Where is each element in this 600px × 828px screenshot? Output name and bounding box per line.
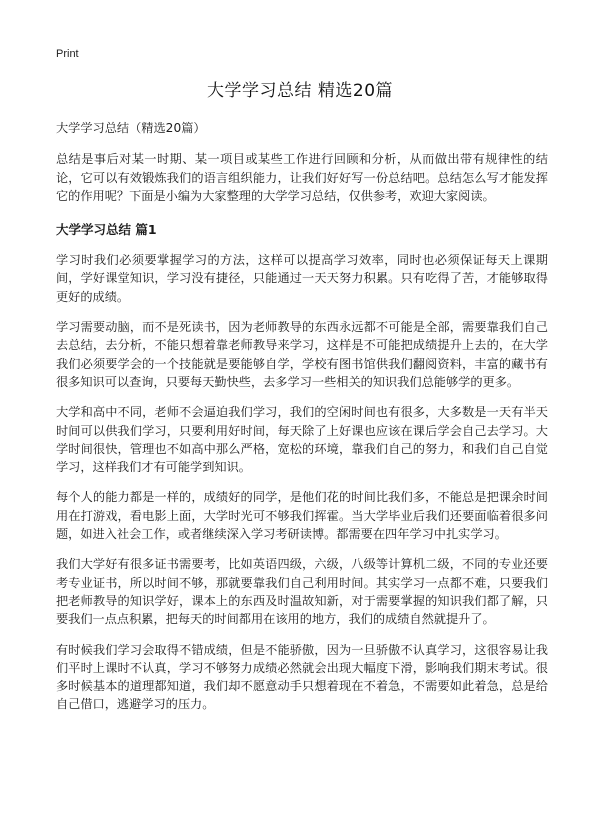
section-heading: 大学学习总结 篇1 bbox=[56, 222, 157, 238]
document-body bbox=[56, 119, 548, 726]
intro-paragraph: 总结是事后对某一时期、某一项目或某些工作进行回顾和分析，从而做出带有规律性的结论，它可以有效锻炼我们的语言组织能力，让我们好好写一份总结吧。总结怎么写才能发挥它的作用呢？下面是小编为大家整理的大学学习总结，仅供参考，欢迎大家阅读。 bbox=[56, 152, 548, 203]
body-paragraph: 大学和高中不同，老师不会逼迫我们学习，我们的空闲时间也有很多，大多数是一天有半天时间可以供我们学习，只要利用好时间，每天除了上好课也应该在课后学会自己去学习。大学时间很快，管理也不如高中那么严格，宽松的环境，靠我们自己的努力，和我们自己自觉学习，这样我们才有可能学到知识。 bbox=[56, 405, 548, 475]
document-subtitle: 大学学习总结（精选20篇） bbox=[56, 121, 206, 135]
page-title: 大学学习总结 精选20篇 bbox=[206, 81, 394, 101]
body-paragraph: 每个人的能力都是一样的，成绩好的同学，是他们花的时间比我们多，不能总是把课余时间用在打游戏，看电影上面，大学时光可不够我们挥霍。当大学毕业后我们还要面临着很多问题，如进入社会工作，或者继续深入学习考研读博。都需要在四年学习中扎实学习。 bbox=[56, 490, 548, 542]
body-paragraph: 有时候我们学习会取得不错成绩，但是不能骄傲，因为一旦骄傲不认真学习，这很容易让我们平时上课时不认真，学习不够努力成绩必然就会出现大幅度下滑，影响我们期末考试。很多时候基本的道理都知道，我们却不愿意动手只想着现在不着急，不需要如此着急，总是给自己借口，逃避学习的压力。 bbox=[56, 642, 548, 712]
body-paragraph: 学习需要动脑，而不是死读书，因为老师教导的东西永远都不可能是全部，需要靠我们自己去总结，去分析，不能只想着靠老师教导来学习，这样是不可能把成绩提升上去的，在大学我们必须要学会的一个技能就是要能够自学，学校有图书馆供我们翻阅资料，丰富的藏书有很多知识可以查询，只要每天勤快些，去多学习一些相关的知识我们总能够学的更多。 bbox=[56, 320, 548, 389]
body-paragraph: 学习时我们必须要掌握学习的方法，这样可以提高学习效率，同时也必须保证每天上课期间，学好课堂知识，学习没有捷径，只能通过一天天努力积累。只有吃得了苦，才能够取得更好的成绩。 bbox=[56, 253, 548, 304]
print-link[interactable]: Print bbox=[56, 48, 79, 60]
body-paragraph: 我们大学好有很多证书需要考，比如英语四级，六级，八级等计算机二级，不同的专业还要考专业证书，所以时间不够，那就要靠我们自己利用时间。其实学习一点都不难，只要我们把老师教导的知识学好，课本上的东西及时温故知新，对于需要掌握的知识我们都了解，只要我们一点点积累，把每天的时间都用在该用的地方，我们的成绩自然就提升了。 bbox=[56, 557, 548, 627]
